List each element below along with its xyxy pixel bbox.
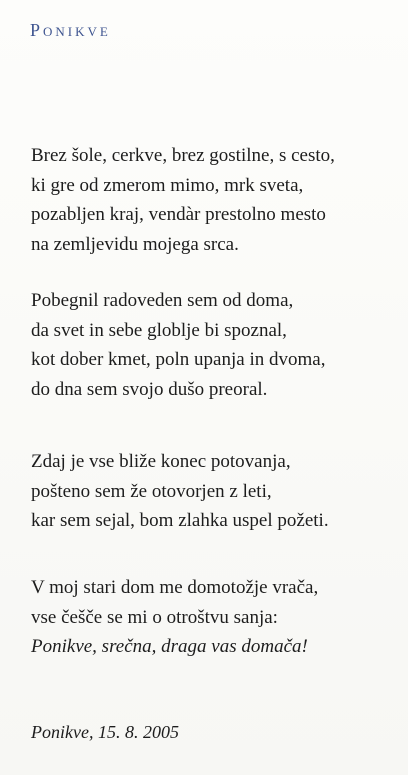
- poem-line: da svet in sebe globlje bi spoznal,: [31, 319, 287, 341]
- poem-line: Pobegnil radoveden sem od doma,: [31, 290, 294, 311]
- stanza-1: [31, 141, 391, 259]
- poem-title: Ponikve: [30, 20, 111, 40]
- poem-line: ki gre od zmerom mimo, mrk sveta,: [31, 174, 304, 196]
- poem-line: Ponikve, srečna, draga vas domača!: [31, 636, 308, 657]
- poem-line: kar sem sejal, bom zlahka uspel požeti.: [31, 510, 329, 531]
- poem-line: Zdaj je vse bliže konec potovanja,: [31, 451, 291, 472]
- poem-line: na zemljevidu mojega srca.: [31, 233, 239, 255]
- poem-line: pozabljen kraj, vendàr prestolno mesto: [31, 204, 326, 225]
- stanza-3: [31, 447, 391, 536]
- poem-line: V moj stari dom me domotožje vrača,: [31, 577, 319, 598]
- poem-date: Ponikve, 15. 8. 2005: [31, 722, 179, 742]
- poem-line: Brez šole, cerkve, brez gostilne, s cesto,: [31, 145, 335, 166]
- stanza-4: [31, 573, 391, 662]
- poem-line: vse češče se mi o otroštvu sanja:: [31, 606, 278, 628]
- poem-line: pošteno sem že otovorjen z leti,: [31, 480, 272, 502]
- poem-line: do dna sem svojo dušo preoral.: [31, 378, 268, 400]
- poem-line: kot dober kmet, poln upanja in dvoma,: [31, 349, 326, 370]
- stanza-2: [31, 286, 391, 404]
